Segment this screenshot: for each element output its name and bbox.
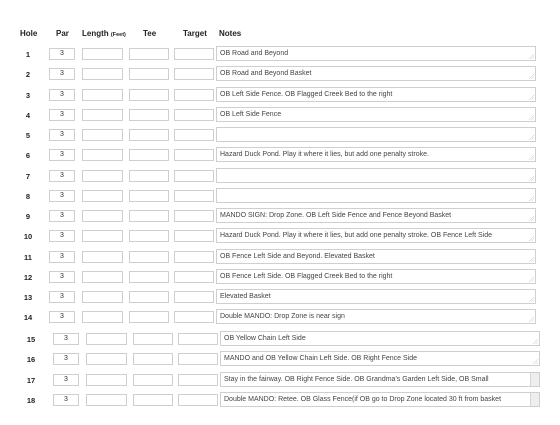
notes-textarea[interactable] (216, 228, 536, 243)
table-row (0, 268, 560, 288)
notes-textarea[interactable] (216, 208, 536, 223)
par-input[interactable]: 3 (49, 251, 75, 263)
target-input[interactable] (174, 230, 214, 242)
length-input[interactable] (86, 394, 127, 406)
notes-text: Double MANDO: Drop Zone is near sign (220, 313, 345, 320)
target-input[interactable] (174, 251, 214, 263)
tee-input[interactable] (129, 271, 169, 283)
length-input[interactable] (82, 271, 123, 283)
notes-text: OB Road and Beyond Basket (220, 70, 312, 77)
notes-textarea[interactable] (216, 107, 536, 122)
target-input[interactable] (178, 333, 218, 345)
hole-number: 1 (25, 50, 31, 59)
hole-number: 18 (26, 396, 36, 405)
target-input[interactable] (174, 68, 214, 80)
target-input[interactable] (178, 394, 218, 406)
tee-input[interactable] (129, 129, 169, 141)
table-row (0, 45, 560, 65)
header-notes: Notes (219, 29, 242, 38)
notes-textarea[interactable] (216, 168, 536, 183)
table-row (0, 86, 560, 106)
notes-text: OB Fence Left Side and Beyond. Elevated Basket (220, 253, 375, 260)
par-input[interactable]: 3 (49, 129, 75, 141)
notes-text: MANDO SIGN: Drop Zone. OB Left Side Fence and Fence Beyond Basket (220, 212, 452, 219)
length-input[interactable] (82, 311, 123, 323)
tee-input[interactable] (129, 109, 169, 121)
par-input[interactable]: 3 (49, 311, 75, 323)
resize-grip-icon[interactable] (529, 196, 534, 201)
table-row (0, 65, 560, 85)
tee-input[interactable] (133, 333, 173, 345)
hole-number: 12 (23, 273, 33, 282)
target-input[interactable] (174, 48, 214, 60)
notes-scrollbar[interactable] (530, 373, 539, 386)
table-row (0, 187, 560, 207)
header-hole: Hole (20, 29, 38, 38)
tee-input[interactable] (129, 170, 169, 182)
tee-input[interactable] (129, 230, 169, 242)
table-row (0, 288, 560, 308)
table-row (0, 126, 560, 146)
par-input[interactable]: 3 (49, 271, 75, 283)
header-length-unit: (Feet) (110, 32, 126, 38)
header-length (82, 29, 126, 38)
notes-text: Elevated Basket (220, 293, 271, 300)
hole-number: 17 (26, 376, 36, 385)
length-input[interactable] (86, 374, 127, 386)
hole-number: 15 (26, 335, 36, 344)
notes-textarea[interactable] (216, 66, 536, 81)
length-input[interactable] (82, 170, 123, 182)
resize-grip-icon[interactable] (529, 176, 534, 181)
table-row (0, 308, 560, 328)
par-input[interactable]: 3 (49, 89, 75, 101)
target-input[interactable] (178, 374, 218, 386)
notes-scrollbar[interactable] (530, 393, 539, 406)
notes-text: Double MANDO: Retee. OB Glass Fence(if OB go to Drop Zone located 30 ft from basket (224, 396, 502, 403)
tee-input[interactable] (129, 291, 169, 303)
hole-number: 16 (26, 355, 36, 364)
tee-input[interactable] (133, 394, 173, 406)
notes-textarea[interactable] (216, 127, 536, 142)
header-tee: Tee (143, 29, 157, 38)
hole-number: 2 (25, 70, 31, 79)
length-input[interactable] (86, 353, 127, 365)
tee-input[interactable] (129, 89, 169, 101)
hole-number: 4 (25, 111, 31, 120)
length-input[interactable] (82, 251, 123, 263)
notes-textarea[interactable] (216, 309, 536, 324)
target-input[interactable] (174, 210, 214, 222)
par-input[interactable]: 3 (53, 333, 79, 345)
par-input[interactable]: 3 (49, 68, 75, 80)
resize-grip-icon[interactable] (529, 74, 534, 79)
notes-textarea[interactable] (216, 147, 536, 162)
par-input[interactable]: 3 (49, 170, 75, 182)
notes-text: Hazard Duck Pond. Play it where it lies, but add one penalty stroke. OB Fence Left Side (220, 232, 492, 239)
table-row (0, 391, 560, 411)
par-input[interactable]: 3 (53, 353, 79, 365)
target-input[interactable] (174, 190, 214, 202)
table-row (0, 106, 560, 126)
header-target: Target (183, 29, 207, 38)
par-input[interactable]: 3 (49, 48, 75, 60)
hole-number: 3 (25, 91, 31, 100)
tee-input[interactable] (129, 311, 169, 323)
resize-grip-icon[interactable] (529, 54, 534, 59)
resize-grip-icon[interactable] (529, 155, 534, 160)
par-input[interactable]: 3 (49, 190, 75, 202)
table-row (0, 330, 560, 350)
tee-input[interactable] (129, 68, 169, 80)
hole-number: 8 (25, 192, 31, 201)
resize-grip-icon[interactable] (529, 317, 534, 322)
resize-grip-icon[interactable] (533, 359, 538, 364)
notes-textarea[interactable] (220, 392, 540, 407)
length-input[interactable] (82, 109, 123, 121)
tee-input[interactable] (129, 149, 169, 161)
resize-grip-icon[interactable] (529, 115, 534, 120)
notes-textarea[interactable] (220, 372, 540, 387)
hole-number: 11 (24, 253, 32, 262)
par-input[interactable]: 3 (49, 109, 75, 121)
hole-number: 13 (23, 293, 33, 302)
length-input[interactable] (82, 68, 123, 80)
target-input[interactable] (174, 271, 214, 283)
target-input[interactable] (174, 129, 214, 141)
notes-textarea[interactable] (220, 351, 540, 366)
notes-textarea[interactable] (220, 331, 540, 346)
table-row (0, 350, 560, 370)
table-row (0, 167, 560, 187)
resize-grip-icon[interactable] (529, 216, 534, 221)
notes-text: Stay in the fairway. OB Right Fence Side. OB Grandma's Garden Left Side, OB Small (224, 376, 489, 383)
resize-grip-icon[interactable] (529, 236, 534, 241)
par-input[interactable]: 3 (49, 210, 75, 222)
tee-input[interactable] (133, 374, 173, 386)
hole-number: 6 (25, 151, 31, 160)
table-header (0, 0, 560, 40)
resize-grip-icon[interactable] (529, 297, 534, 302)
hole-number: 10 (23, 232, 33, 241)
resize-grip-icon[interactable] (529, 95, 534, 100)
header-par: Par (56, 29, 69, 38)
target-input[interactable] (174, 170, 214, 182)
target-input[interactable] (174, 149, 214, 161)
par-input[interactable]: 3 (53, 374, 79, 386)
resize-grip-icon[interactable] (529, 277, 534, 282)
length-input[interactable] (86, 333, 127, 345)
notes-text: OB Road and Beyond (220, 50, 289, 57)
notes-text: OB Fence Left Side. OB Flagged Creek Bed to the right (220, 273, 393, 280)
length-input[interactable] (82, 190, 123, 202)
length-input[interactable] (82, 48, 123, 60)
notes-text: Hazard Duck Pond. Play it where it lies, but add one penalty stroke. (220, 151, 429, 158)
target-input[interactable] (178, 353, 218, 365)
hole-number: 7 (25, 172, 31, 181)
notes-text: OB Left Side Fence (220, 111, 282, 118)
target-input[interactable] (174, 311, 214, 323)
notes-textarea[interactable] (216, 249, 536, 264)
resize-grip-icon[interactable] (529, 135, 534, 140)
tee-input[interactable] (129, 48, 169, 60)
table-row (0, 248, 560, 268)
notes-text: OB Yellow Chain Left Side (224, 335, 306, 342)
hole-number: 5 (25, 131, 31, 140)
notes-text: MANDO and OB Yellow Chain Left Side. OB Right Fence Side (224, 355, 417, 362)
notes-textarea[interactable] (216, 46, 536, 61)
header-length-label: Length (82, 29, 109, 38)
length-input[interactable] (82, 129, 123, 141)
table-row (0, 146, 560, 166)
tee-input[interactable] (129, 210, 169, 222)
target-input[interactable] (174, 89, 214, 101)
par-input[interactable]: 3 (49, 291, 75, 303)
length-input[interactable] (82, 291, 123, 303)
resize-grip-icon[interactable] (529, 257, 534, 262)
target-input[interactable] (174, 291, 214, 303)
target-input[interactable] (174, 109, 214, 121)
length-input[interactable] (82, 89, 123, 101)
notes-textarea[interactable] (216, 188, 536, 203)
par-input[interactable]: 3 (53, 394, 79, 406)
length-input[interactable] (82, 210, 123, 222)
notes-textarea[interactable] (216, 269, 536, 284)
tee-input[interactable] (133, 353, 173, 365)
notes-textarea[interactable] (216, 289, 536, 304)
table-row (0, 371, 560, 391)
resize-grip-icon[interactable] (533, 339, 538, 344)
length-input[interactable] (82, 230, 123, 242)
hole-number: 14 (23, 313, 33, 322)
table-row (0, 207, 560, 227)
par-input[interactable]: 3 (49, 230, 75, 242)
tee-input[interactable] (129, 190, 169, 202)
notes-text: OB Left Side Fence. OB Flagged Creek Bed to the right (220, 91, 393, 98)
hole-number: 9 (25, 212, 31, 221)
table-row (0, 227, 560, 247)
tee-input[interactable] (129, 251, 169, 263)
notes-textarea[interactable] (216, 87, 536, 102)
length-input[interactable] (82, 149, 123, 161)
par-input[interactable]: 3 (49, 149, 75, 161)
